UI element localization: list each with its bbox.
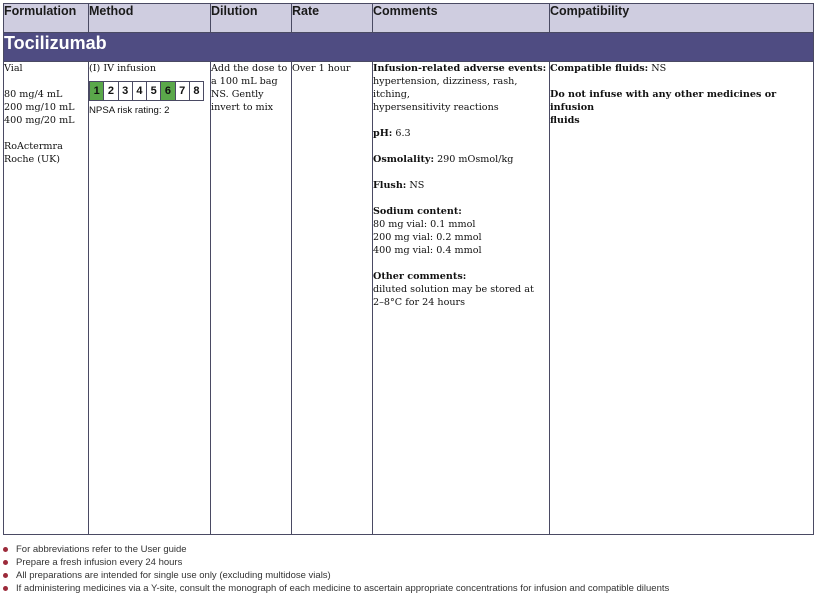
bullet-icon <box>3 547 8 552</box>
npsa-risk-rating: NPSA risk rating: 2 <box>89 105 170 116</box>
header-dilution: Dilution <box>211 4 292 33</box>
sodium-line-1: 80 mg vial: 0.1 mmol <box>373 219 476 230</box>
bullet-icon <box>3 586 8 591</box>
ph-value: 6.3 <box>392 128 411 139</box>
formulation-cell <box>4 62 89 535</box>
dilution-line-1: Add the dose to <box>211 63 288 74</box>
other-comments-line-2: 2–8°C for 24 hours <box>373 297 466 308</box>
ph-label: pH: <box>373 128 393 139</box>
other-comments-heading: Other comments: <box>373 271 467 282</box>
dilution-line-3: NS. Gently <box>211 89 264 100</box>
footnote-item <box>3 569 813 582</box>
monograph-sheet <box>3 3 813 535</box>
strength-3: 400 mg/20 mL <box>4 115 75 126</box>
compatibility-warning-line-1: Do not infuse with any other medicines or infusion <box>550 89 777 113</box>
osmolality-value: 290 mOsmol/kg <box>434 154 514 165</box>
risk-box-5: 5 <box>147 82 161 100</box>
bullet-icon <box>3 573 8 578</box>
rate-text: Over 1 hour <box>292 63 351 74</box>
risk-box-3: 3 <box>119 82 133 100</box>
risk-box-7: 7 <box>176 82 190 100</box>
footnotes <box>3 543 813 595</box>
comments-cell <box>373 62 550 535</box>
dilution-line-2: a 100 mL bag <box>211 76 278 87</box>
footnote-text: All preparations are intended for single use only (excluding multidose vials) <box>16 570 331 581</box>
dilution-cell <box>211 62 292 535</box>
sodium-line-3: 400 mg vial: 0.4 mmol <box>373 245 482 256</box>
adverse-events-line-2: hypersensitivity reactions <box>373 102 499 113</box>
brand-name: RoActermra <box>4 141 63 152</box>
strength-2: 200 mg/10 mL <box>4 102 75 113</box>
sodium-line-2: 200 mg vial: 0.2 mmol <box>373 232 482 243</box>
header-row <box>4 4 814 33</box>
footnote-item <box>3 556 813 569</box>
header-rate: Rate <box>292 4 373 33</box>
sodium-heading: Sodium content: <box>373 206 462 217</box>
compatibility-cell <box>550 62 814 535</box>
compatibility-warning-line-2: fluids <box>550 115 580 126</box>
osmolality-line <box>373 153 549 166</box>
flush-value: NS <box>406 180 425 191</box>
adverse-events-line-1: hypertension, dizziness, rash, itching, <box>373 76 518 100</box>
footnote-item <box>3 582 813 595</box>
manufacturer: Roche (UK) <box>4 154 61 165</box>
method-cell <box>89 62 211 535</box>
footnote-item <box>3 543 813 556</box>
flush-label: Flush: <box>373 180 407 191</box>
ph-line <box>373 127 549 140</box>
risk-box-4: 4 <box>133 82 147 100</box>
risk-box-6: 6 <box>161 82 175 100</box>
drug-name-row <box>4 33 814 62</box>
strength-1: 80 mg/4 mL <box>4 89 63 100</box>
risk-scale <box>89 81 204 101</box>
header-compatibility: Compatibility <box>550 4 814 33</box>
route: (I) IV infusion <box>89 63 157 74</box>
compatible-fluids-label: Compatible fluids: <box>550 63 649 74</box>
osmolality-label: Osmolality: <box>373 154 435 165</box>
footnote-text: If administering medicines via a Y-site, consult the monograph of each medicine to ascertain appropriate concentrations for infusion and compatible diluents <box>16 583 670 594</box>
flush-line <box>373 179 549 192</box>
monograph-table <box>3 3 814 535</box>
rate-cell <box>292 62 373 535</box>
risk-box-1: 1 <box>90 82 104 100</box>
compatible-fluids-line <box>550 62 813 75</box>
risk-box-2: 2 <box>104 82 118 100</box>
compatible-fluids-value: NS <box>648 63 667 74</box>
header-comments: Comments <box>373 4 550 33</box>
adverse-events-heading: Infusion-related adverse events: <box>373 63 547 74</box>
risk-box-8: 8 <box>193 84 200 97</box>
header-formulation: Formulation <box>4 4 89 33</box>
other-comments-line-1: diluted solution may be stored at <box>373 284 534 295</box>
footnote-text: Prepare a fresh infusion every 24 hours <box>16 557 183 568</box>
header-method: Method <box>89 4 211 33</box>
bullet-icon <box>3 560 8 565</box>
dilution-line-4: invert to mix <box>211 102 274 113</box>
formulation-type: Vial <box>4 63 23 74</box>
footnote-text: For abbreviations refer to the User guide <box>16 544 187 555</box>
drug-name: Tocilizumab <box>4 33 814 62</box>
content-row <box>4 62 814 535</box>
